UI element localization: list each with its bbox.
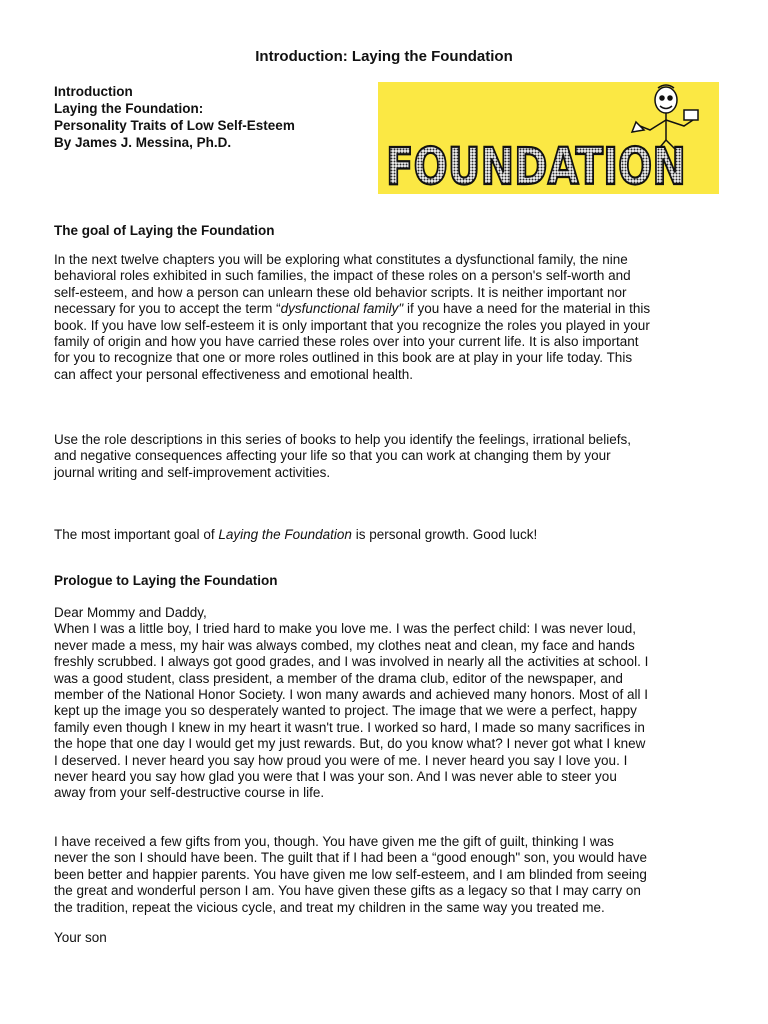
- book-title: Laying the Foundation:: [54, 101, 204, 116]
- goal-heading: The goal of Laying the Foundation: [54, 223, 275, 238]
- text-line: self-esteem, and how a person can unlearn these old behavior scripts. It is neither important nor: [54, 284, 627, 300]
- text-line: the hope that one day I would get my just rewards. But, do you know what? I never got what I knew: [54, 736, 646, 752]
- text-line: necessary for you to accept the term “dysfunctional family" if you have a need for the material in this: [54, 301, 651, 317]
- text-line: I have received a few gifts from you, though. You have given me the gift of guilt, thinking I was: [54, 834, 614, 849]
- text-line: away from your self-destructive course in life.: [54, 785, 325, 801]
- text-line: behavioral roles exhibited in such families, the impact of these roles on a person's self-worth and: [54, 268, 631, 284]
- foundation-banner-image: [378, 82, 719, 197]
- goal-paragraph-1: [54, 252, 724, 383]
- goal-paragraph-3: [54, 527, 724, 543]
- text-line: journal writing and self-improvement activities.: [54, 464, 331, 480]
- text-line: never heard you say how glad you were that I was your son. And I was never able to steer you: [54, 769, 617, 785]
- prologue-heading: Prologue to Laying the Foundation: [54, 573, 278, 588]
- text-line: The most important goal of Laying the Foundation is personal growth. Good luck!: [54, 527, 538, 542]
- foundation-wordmark: FOUNDATION: [386, 138, 686, 197]
- text-line: never made a mess, my hair was always combed, my clothes neat and clean, my face and hands: [54, 637, 635, 653]
- text-line: never the son I should have been. The guilt that if I had been a “good enough" son, you would have: [54, 850, 647, 866]
- text-line: and negative consequences affecting your life so that you can work at changing them by your: [54, 448, 611, 464]
- emphasis-title: Laying the Foundation: [218, 527, 352, 542]
- emphasis-term: dysfunctional family": [280, 301, 404, 317]
- author-line: By James J. Messina, Ph.D.: [54, 135, 232, 150]
- intro-block: [54, 83, 364, 151]
- text-line: Use the role descriptions in this series of books to help you identify the feelings, irrational beliefs,: [54, 432, 632, 447]
- page-title: Introduction: Laying the Foundation: [255, 48, 513, 65]
- text-line: I deserved. I never heard you say how proud you were of me. I never heard you say I love you. I: [54, 752, 628, 768]
- letter-body: [54, 605, 724, 802]
- foundation-logo-illustration: [378, 82, 719, 197]
- text-line: the tradition, repeat the vicious cycle, and treat my children in the same way you treated me.: [54, 899, 605, 915]
- text-line: member of the National Honor Society. I won many awards and achieved many honors. Most of all I: [54, 687, 649, 703]
- letter-salutation: Dear Mommy and Daddy,: [54, 605, 207, 620]
- closing-line: Your son: [54, 930, 107, 945]
- letter-paragraph-2: [54, 834, 724, 916]
- text-line: for you to recognize that one or more roles outlined in this book are at play in your life today. This: [54, 350, 633, 366]
- goal-paragraph-2: [54, 432, 724, 481]
- text-line: kept up the image you so desperately wanted to project. The image that we were a perfect, happy: [54, 703, 637, 719]
- text-line: book. If you have low self-esteem it is only important that you recognize the roles you played in your: [54, 317, 650, 333]
- text-line: family even though I knew in my heart it wasn't true. I worked so hard, I made so many sacrifices in: [54, 719, 645, 735]
- text-line: In the next twelve chapters you will be exploring what constitutes a dysfunctional family, the nine: [54, 252, 628, 267]
- text-line: freshly scrubbed. I always got good grades, and I was involved in nearly all the activities at school. I: [54, 654, 649, 670]
- text-line: can affect your personal effectiveness and emotional health.: [54, 366, 413, 382]
- letter-closing: [54, 930, 724, 946]
- text-line: been better and happier parents. You have given me low self-esteem, and I am blinded from seeing: [54, 866, 647, 882]
- intro-label: Introduction: [54, 84, 133, 99]
- text-line: the great and wonderful person I am. You have given these gifts as a legacy so that I may carry on: [54, 883, 641, 899]
- text-line: family of origin and how you have carried these roles over into your current life. It is also important: [54, 334, 639, 350]
- text-line: was a good student, class president, a member of the drama club, editor of the newspaper, and: [54, 670, 623, 686]
- text-line: When I was a little boy, I tried hard to make you love me. I was the perfect child: I was never loud,: [54, 621, 637, 637]
- book-subtitle: Personality Traits of Low Self-Esteem: [54, 118, 295, 133]
